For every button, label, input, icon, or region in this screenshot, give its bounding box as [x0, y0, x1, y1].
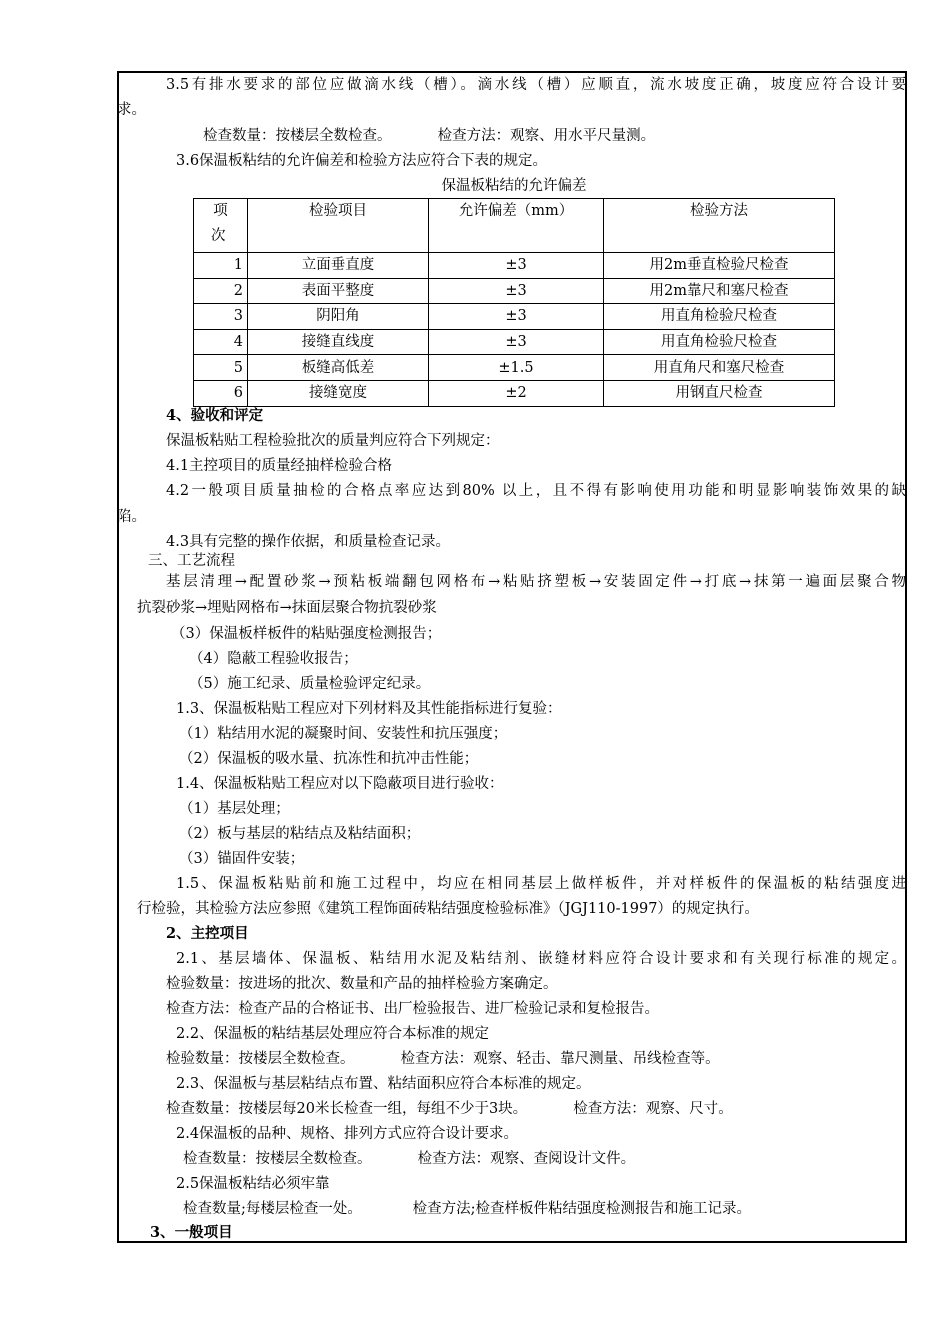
table-row: [194, 355, 835, 381]
p22-check: 检验数量：按楼层全数检查。 检查方法：观察、轻击、靠尺测量、吊线检查等。: [166, 1051, 720, 1067]
row-item: 接缝直线度: [248, 329, 429, 355]
p21-method: 检查方法：检查产品的合格证书、出厂检验报告、进厂检验记录和复检报告。: [166, 1001, 659, 1017]
row-tolerance: ±3: [429, 253, 604, 279]
tolerance-table: [193, 198, 835, 407]
row-item: 表面平整度: [248, 278, 429, 304]
p13-1: （1）粘结用水泥的凝聚时间、安装性和抗压强度；: [179, 726, 508, 742]
table-header-row: [194, 199, 835, 253]
row-method: 用2m垂直检验尺检查: [604, 253, 835, 279]
s42-line2: 陷。: [117, 509, 146, 525]
row-method: 用2m靠尺和塞尺检查: [604, 278, 835, 304]
p14: 1.4、保温板粘贴工程应对以下隐蔽项目进行验收：: [176, 776, 504, 792]
table-row: [194, 304, 835, 330]
p23-check: 检查数量：按楼层每20米长检查一组，每组不少于3块。 检查方法：观察、尺寸。: [166, 1101, 733, 1117]
p14-2: （2）板与基层的粘结点及粘结面积；: [179, 826, 421, 842]
row-item: 接缝宽度: [248, 380, 429, 406]
header-tolerance: 允许偏差（mm）: [429, 199, 604, 253]
p13: 1.3、保温板粘贴工程应对下列材料及其性能指标进行复验：: [176, 701, 562, 717]
p35-check: 检查数量：按楼层全数检查。 检查方法：观察、用水平尺量测。: [203, 128, 656, 144]
section-2-title: 2、主控项目: [166, 925, 249, 942]
table-row: [194, 253, 835, 279]
flow-line1: 基层清理→配置砂浆→预粘板端翻包网格布→粘贴挤塑板→安装固定件→打底→抹第一遍面层聚合物: [166, 574, 906, 590]
row-method: 用钢直尺检查: [604, 380, 835, 406]
row-no: 4: [194, 329, 248, 355]
row-item: 板缝高低差: [248, 355, 429, 381]
row-item: 立面垂直度: [248, 253, 429, 279]
p22: 2.2、保温板的粘结基层处理应符合本标准的规定: [176, 1026, 490, 1042]
p35-line1: 3.5有排水要求的部位应做滴水线（槽）。滴水线（槽）应顺直，流水坡度正确，坡度应符合设计要: [166, 77, 906, 93]
row-method: 用直角检验尺检查: [604, 329, 835, 355]
p15-line2: 行检验，其检验方法应参照《建筑工程饰面砖粘结强度检验标准》（JGJ110-1997）的规定执行。: [137, 901, 759, 917]
s43: 4.3具有完整的操作依据，和质量检查记录。: [166, 534, 451, 550]
row-no: 5: [194, 355, 248, 381]
s41: 4.1主控项目的质量经抽样检验合格: [166, 458, 393, 474]
p25-check: 检查数量;每楼层检查一处。 检查方法;检查样板件粘结强度检测报告和施工记录。: [183, 1201, 751, 1217]
section-3-general-title: 3、一般项目: [150, 1224, 233, 1241]
p15-line1: 1.5、保温板粘贴前和施工过程中，均应在相同基层上做样板件，并对样板件的保温板的粘结强度进: [176, 876, 906, 892]
row-item: 阴阳角: [248, 304, 429, 330]
p24-check: 检查数量：按楼层全数检查。 检查方法：观察、查阅设计文件。: [183, 1151, 636, 1167]
table-row: [194, 380, 835, 406]
p24: 2.4保温板的品种、规格、排列方式应符合设计要求。: [176, 1126, 519, 1142]
p13-2: （2）保温板的吸水量、抗冻性和抗冲击性能；: [179, 751, 479, 767]
table-row: [194, 278, 835, 304]
row-tolerance: ±3: [429, 278, 604, 304]
table-caption: 保温板粘结的允许偏差: [441, 178, 587, 194]
header-no: [194, 199, 248, 253]
flow-line2: 抗裂砂浆→埋贴网格布→抹面层聚合物抗裂砂浆: [137, 600, 437, 616]
row-no: 3: [194, 304, 248, 330]
row-no: 1: [194, 253, 248, 279]
p14-3: （3）锚固件安装；: [179, 851, 305, 867]
header-item: 检验项目: [248, 199, 429, 253]
table-row: [194, 329, 835, 355]
header-method: 检验方法: [604, 199, 835, 253]
row-tolerance: ±3: [429, 304, 604, 330]
row-tolerance: ±1.5: [429, 355, 604, 381]
s42-line1: 4.2一般项目质量抽检的合格点率应达到80% 以上，且不得有影响使用功能和明显影响装饰效果的缺: [166, 483, 906, 499]
row-no: 6: [194, 380, 248, 406]
row-no: 2: [194, 278, 248, 304]
row-tolerance: ±2: [429, 380, 604, 406]
p21: 2.1、基层墙体、保温板、粘结用水泥及粘结剂、嵌缝材料应符合设计要求和有关现行标准的规定。: [176, 951, 906, 967]
header-no-a: 项: [213, 203, 228, 219]
rep5: （5）施工纪录、质量检验评定纪录。: [189, 676, 431, 692]
p23: 2.3、保温板与基层粘结点布置、粘结面积应符合本标准的规定。: [176, 1076, 591, 1092]
section-4-title: 4、验收和评定: [166, 407, 264, 424]
p14-1: （1）基层处理；: [179, 801, 290, 817]
header-no-b: 次: [211, 228, 226, 244]
p35-line2: 求。: [117, 102, 146, 118]
row-tolerance: ±3: [429, 329, 604, 355]
s4-intro: 保温板粘贴工程检验批次的质量判应符合下列规定：: [166, 433, 500, 449]
rep3: （3）保温板样板件的粘贴强度检测报告；: [171, 626, 442, 642]
p25: 2.5保温板粘结必须牢靠: [176, 1176, 330, 1192]
rep4: （4）隐蔽工程验收报告；: [189, 651, 358, 667]
section-3-title: 三、工艺流程: [148, 553, 235, 569]
p21-qty: 检验数量：按进场的批次、数量和产品的抽样检验方案确定。: [166, 976, 558, 992]
row-method: 用直角检验尺检查: [604, 304, 835, 330]
row-method: 用直角尺和塞尺检查: [604, 355, 835, 381]
p36-intro: 3.6保温板粘结的允许偏差和检验方法应符合下表的规定。: [176, 153, 548, 169]
